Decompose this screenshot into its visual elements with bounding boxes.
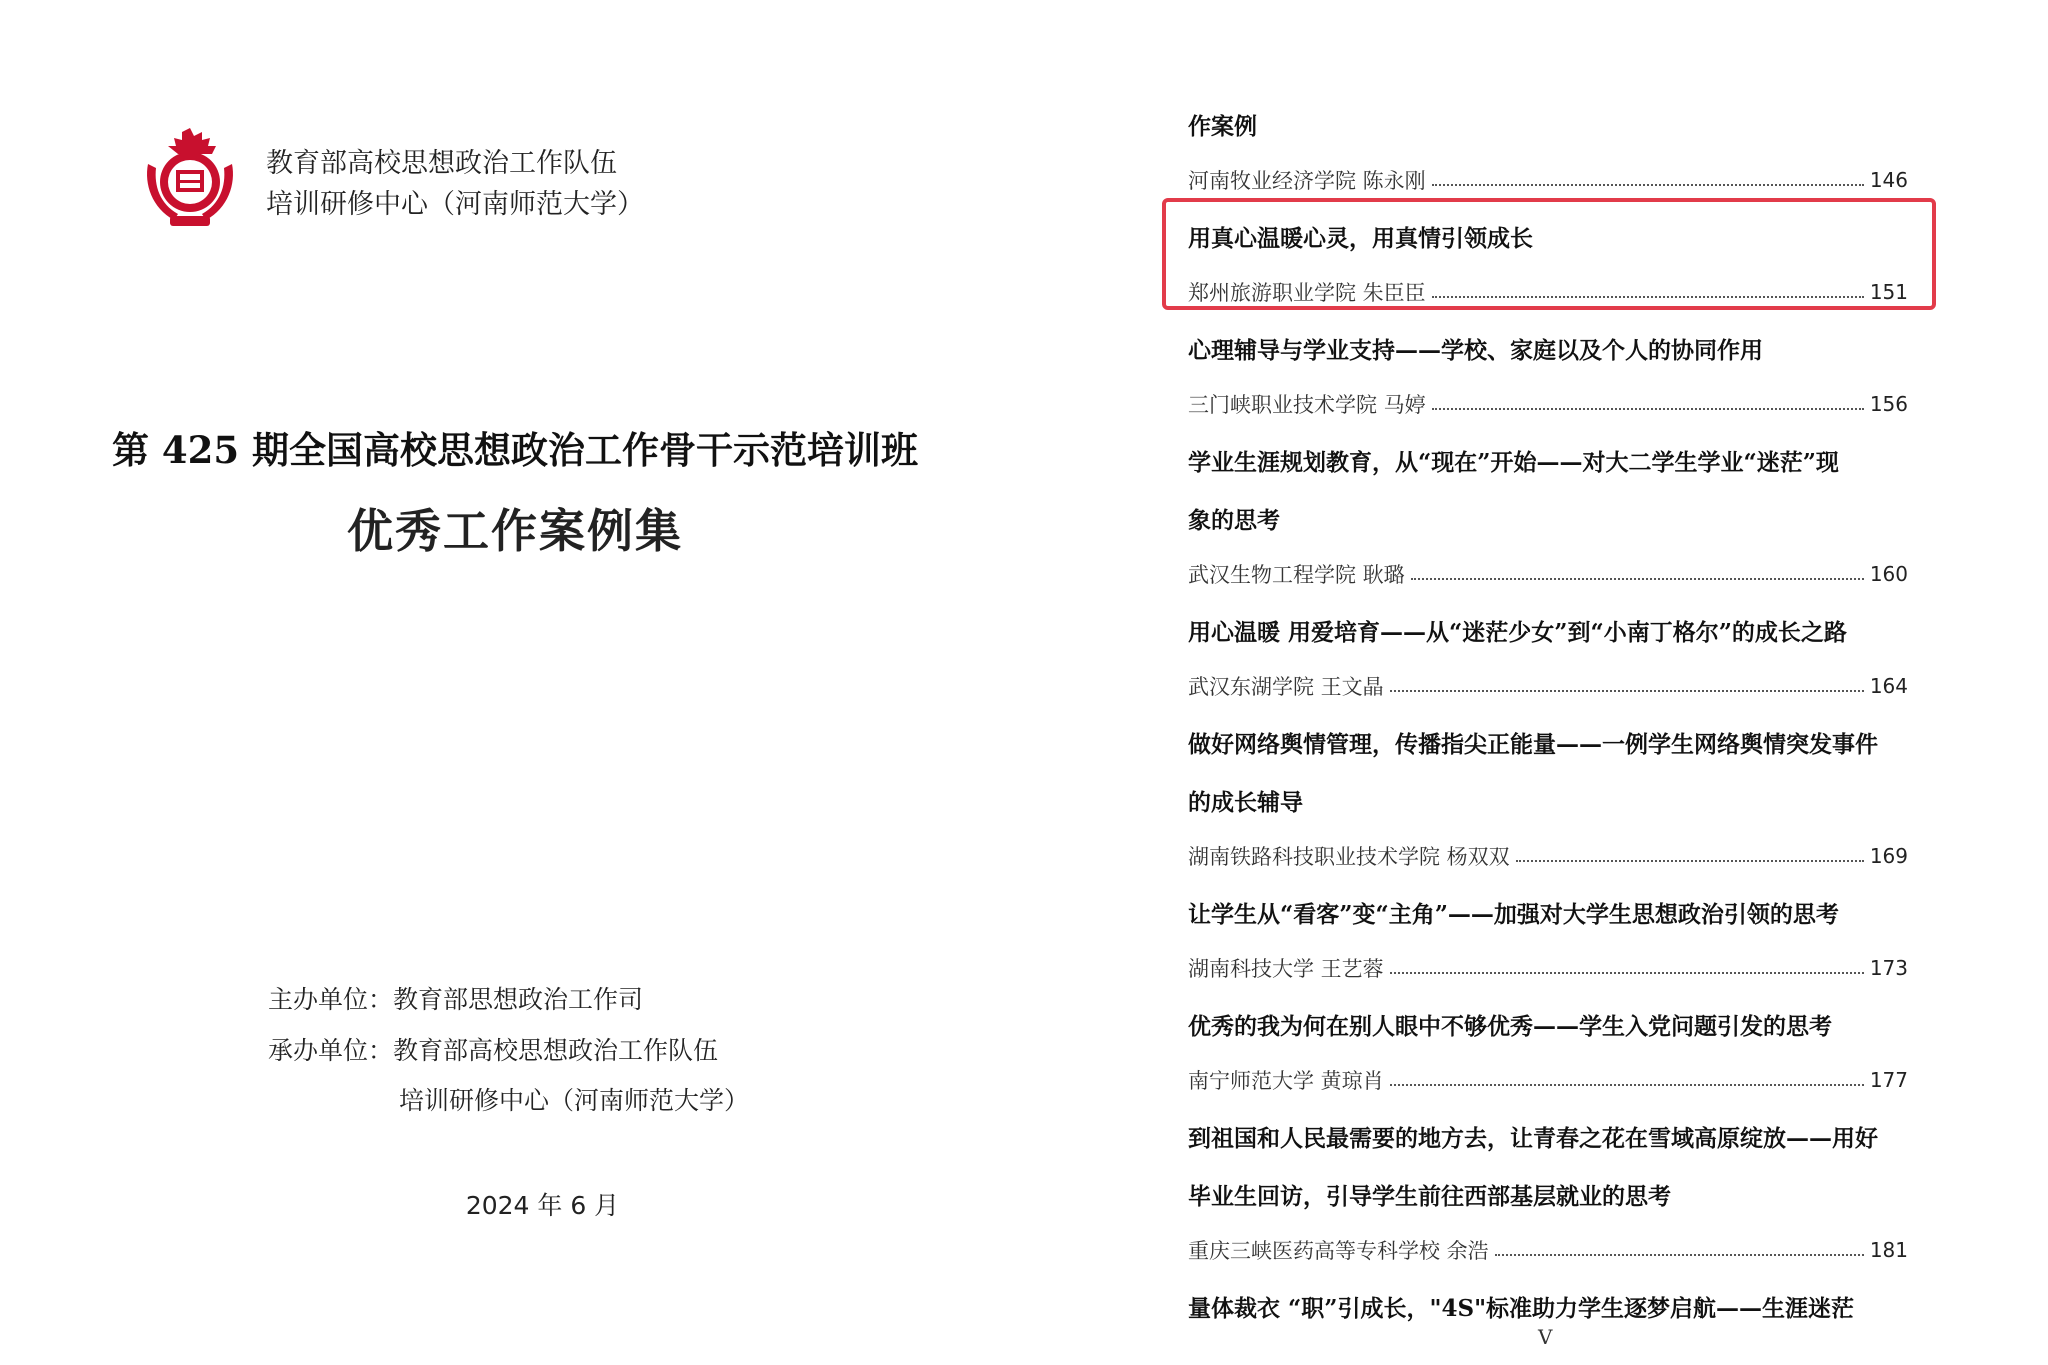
toc-heading: 到祖国和人民最需要的地方去，让青春之花在雪域高原绽放——用好 (1188, 1124, 1878, 1152)
toc-page-number: 173 (1869, 956, 1908, 980)
toc-entry (1188, 547, 1908, 601)
toc-heading: 用真心温暖心灵，用真情引领成长 (1188, 224, 1533, 252)
org-line-1: 教育部高校思想政治工作队伍 (266, 148, 617, 179)
university-seal-icon (138, 124, 242, 228)
toc-heading: 量体裁衣 “职”引成长，"4S"标准助力学生逐梦启航——生涯迷茫 (1188, 1294, 1855, 1322)
dot-leader (1432, 394, 1864, 410)
toc-entry-author: 湖南铁路科技职业技术学院 杨双双 (1188, 845, 1510, 869)
toc-heading: 让学生从“看客”变“主角”——加强对大学生思想政治引领的思考 (1188, 900, 1839, 928)
highlight-box (1162, 198, 1936, 310)
toc-heading: 作案例 (1188, 112, 1257, 140)
toc-page-number: 160 (1869, 562, 1908, 586)
cover-subtitle: 优秀工作案例集 (347, 504, 683, 558)
toc-page-number: 156 (1869, 392, 1908, 416)
toc-entry-author: 湖南科技大学 王艺蓉 (1188, 957, 1384, 981)
toc-heading: 毕业生回访，引导学生前往西部基层就业的思考 (1188, 1182, 1671, 1210)
toc-heading: 优秀的我为何在别人眼中不够优秀——学生入党问题引发的思考 (1188, 1012, 1832, 1040)
toc-entry-author: 重庆三峡医药高等专科学校 余浩 (1188, 1239, 1489, 1263)
dot-leader (1411, 564, 1864, 580)
toc-entry (1188, 659, 1908, 713)
toc-entry (1188, 1053, 1908, 1107)
toc-page-number: 151 (1869, 280, 1908, 304)
toc-entry (1188, 829, 1908, 883)
dot-leader (1390, 1070, 1864, 1086)
toc-entry-author: 武汉东湖学院 王文晶 (1188, 675, 1384, 699)
toc-page-number: 164 (1869, 674, 1908, 698)
dot-leader (1516, 846, 1864, 862)
toc-entry (1188, 1223, 1908, 1277)
toc-page-number: 177 (1869, 1068, 1908, 1092)
organization-name (266, 143, 644, 225)
toc-heading: 的成长辅导 (1188, 788, 1303, 816)
toc-heading: 用心温暖 用爱培育——从“迷茫少女”到“小南丁格尔”的成长之路 (1188, 618, 1847, 646)
org-line-2: 培训研修中心（河南师范大学） (266, 189, 644, 220)
organizer-unit-line-2: 培训研修中心（河南师范大学） (399, 1086, 750, 1115)
toc-heading: 做好网络舆情管理，传播指尖正能量——一例学生网络舆情突发事件 (1188, 730, 1878, 758)
page-number: V (1538, 1325, 1553, 1349)
toc-page-number: 169 (1869, 844, 1908, 868)
toc-entry-author: 南宁师范大学 黄琼肖 (1188, 1069, 1384, 1093)
toc-entry (1188, 941, 1908, 995)
publication-date: 2024 年 6 月 (465, 1191, 620, 1220)
toc-entry-author: 郑州旅游职业学院 朱臣臣 (1188, 281, 1426, 305)
toc-page-number: 146 (1869, 168, 1908, 192)
host-unit: 主办单位：教育部思想政治工作司 (268, 985, 644, 1014)
dot-leader (1432, 170, 1864, 186)
toc-entry-author: 河南牧业经济学院 陈永刚 (1188, 169, 1426, 193)
toc-entry-author: 武汉生物工程学院 耿璐 (1188, 563, 1405, 587)
toc-page-number: 181 (1869, 1238, 1908, 1262)
toc-heading: 象的思考 (1188, 506, 1280, 534)
cover-title: 第 425 期全国高校思想政治工作骨干示范培训班 (112, 428, 918, 472)
dot-leader (1390, 676, 1864, 692)
toc-heading: 学业生涯规划教育，从“现在”开始——对大二学生学业“迷茫”现 (1188, 448, 1839, 476)
dot-leader (1390, 958, 1864, 974)
toc-heading: 心理辅导与学业支持——学校、家庭以及个人的协同作用 (1188, 336, 1763, 364)
toc-entry (1188, 377, 1908, 431)
dot-leader (1495, 1240, 1864, 1256)
organizer-unit: 承办单位：教育部高校思想政治工作队伍 (268, 1036, 719, 1065)
toc-entry-author: 三门峡职业技术学院 马婷 (1188, 393, 1426, 417)
